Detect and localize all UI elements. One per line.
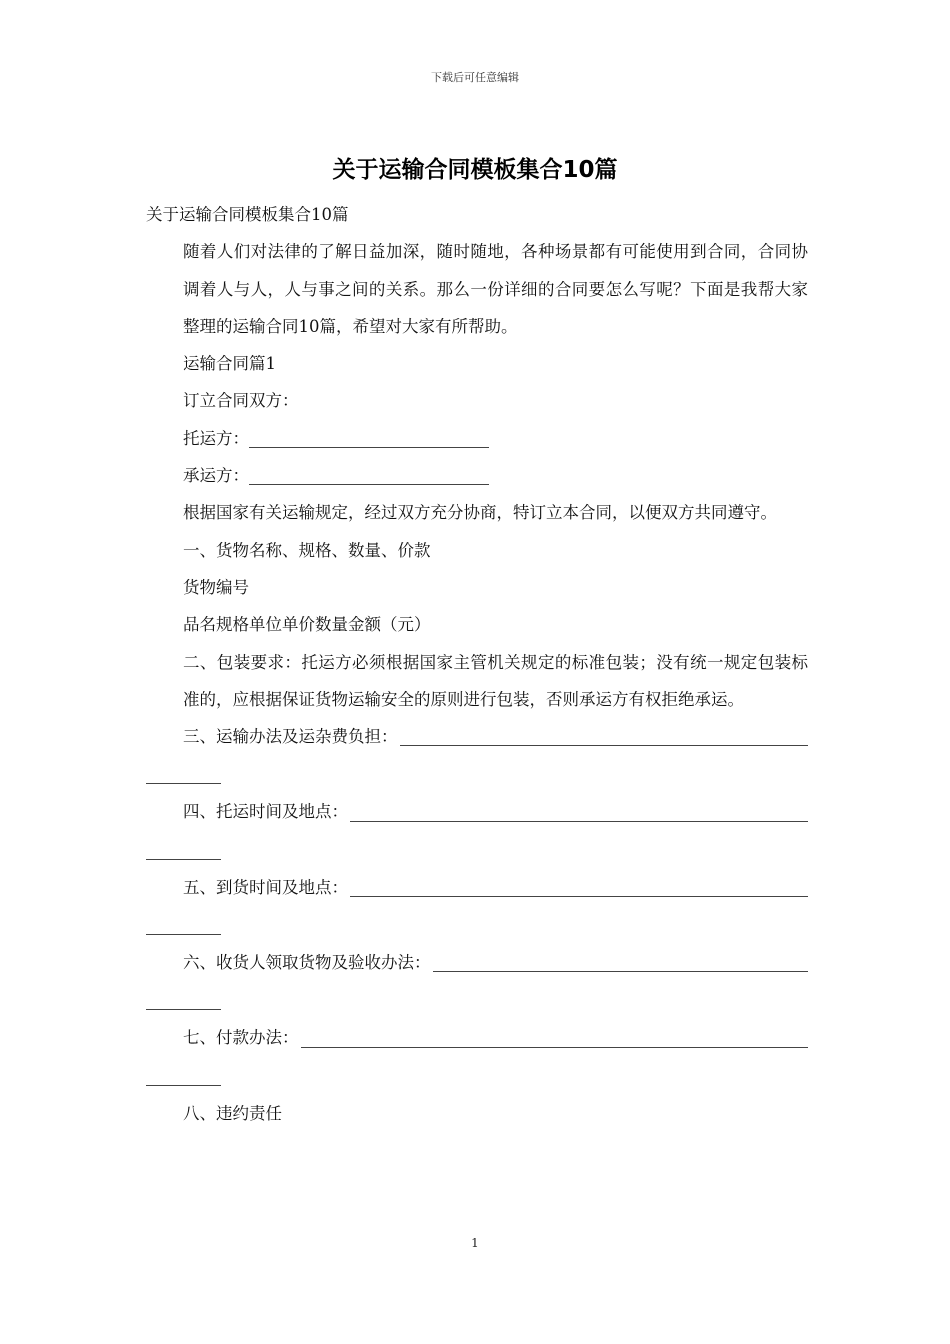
document-title: 关于运输合同模板集合10篇 (332, 157, 618, 183)
clause-4-blank[interactable] (350, 799, 808, 822)
clause-8: 八、违约责任 (183, 1103, 282, 1123)
carrier-label: 承运方： (183, 466, 249, 486)
clause-6-continuation-blank[interactable] (146, 981, 221, 1010)
clause-4-continuation-blank[interactable] (146, 831, 221, 860)
clause-7-blank[interactable] (301, 1025, 809, 1048)
carrier-blank[interactable] (249, 462, 489, 485)
clause-6-blank[interactable] (433, 949, 809, 972)
clause-5-line (146, 869, 808, 906)
shipper-line (146, 420, 808, 457)
goods-number: 货物编号 (183, 577, 249, 597)
clause-5-continuation-blank[interactable] (146, 906, 221, 935)
clause-5: 五、到货时间及地点： (183, 877, 348, 897)
parties-label: 订立合同双方： (183, 391, 299, 411)
document-body (146, 196, 808, 1132)
intro-paragraph: 随着人们对法律的了解日益加深，随时随地，各种场景都有可能使用到合同，合同协调着人与人，人与事之间的关系。那么一份详细的合同要怎么写呢？下面是我帮大家整理的运输合同10篇，希望对大家有所帮助。 (183, 242, 808, 336)
clause-5-blank[interactable] (350, 874, 808, 897)
preamble-paragraph: 根据国家有关运输规定，经过双方充分协商，特订立本合同，以便双方共同遵守。 (183, 503, 777, 523)
shipper-blank[interactable] (249, 425, 489, 448)
goods-columns: 品名规格单位单价数量金额（元） (183, 615, 431, 635)
document-subtitle: 关于运输合同模板集合10篇 (146, 205, 349, 224)
clause-3: 三、运输办法及运杂费负担： (183, 727, 398, 747)
clause-4-line (146, 793, 808, 830)
carrier-line (146, 457, 808, 494)
clause-7-line (146, 1019, 808, 1056)
clause-1: 一、货物名称、规格、数量、价款 (183, 540, 431, 560)
clause-6-line (146, 944, 808, 981)
page-number: 1 (471, 1236, 479, 1250)
clause-7-continuation-blank[interactable] (146, 1057, 221, 1086)
clause-6: 六、收货人领取货物及验收办法： (183, 953, 431, 973)
shipper-label: 托运方： (183, 428, 249, 448)
header-note: 下载后可任意编辑 (431, 71, 519, 84)
clause-4: 四、托运时间及地点： (183, 802, 348, 822)
clause-3-blank[interactable] (400, 723, 809, 746)
clause-3-line (146, 718, 808, 755)
clause-2: 二、包装要求：托运方必须根据国家主管机关规定的标准包装；没有统一规定包装标准的，应根据保证货物运输安全的原则进行包装，否则承运方有权拒绝承运。 (183, 652, 808, 709)
clause-7: 七、付款办法： (183, 1028, 299, 1048)
clause-3-continuation-blank[interactable] (146, 755, 221, 784)
section-heading: 运输合同篇1 (183, 354, 276, 374)
